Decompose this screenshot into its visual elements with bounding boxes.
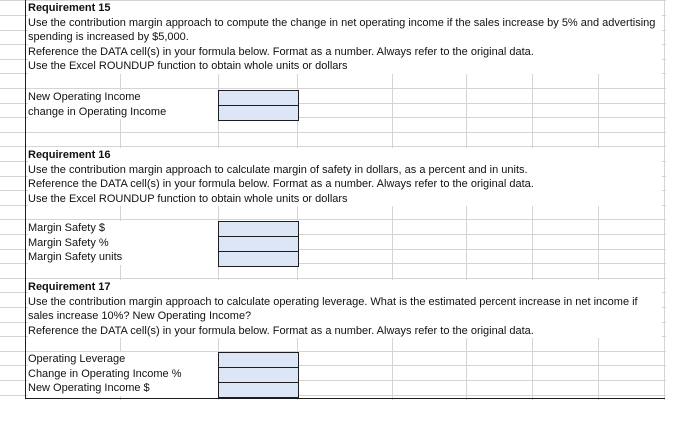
margin-safety-dollars-input[interactable] <box>219 222 298 237</box>
new-operating-income-dollars-input[interactable] <box>219 383 298 397</box>
region-border <box>25 398 665 399</box>
new-operating-income-input[interactable] <box>219 91 298 106</box>
requirement-17-answer-cells <box>218 352 299 398</box>
change-operating-income-percent-input[interactable] <box>219 368 298 383</box>
change-operating-income-percent-label: Change in Operating Income % <box>28 367 182 380</box>
requirement-15-roundup-note: Use the Excel ROUNDUP function to obtain whole units or dollars <box>28 60 348 73</box>
requirement-15-labels <box>28 90 218 119</box>
margin-safety-units-label: Margin Safety units <box>28 251 123 264</box>
margin-safety-units-input[interactable] <box>219 252 298 266</box>
requirement-16-instruction: Use the contribution margin approach to calculate margin of safety in dollars, as a percent and in units. <box>28 163 528 176</box>
region-border <box>25 0 26 399</box>
new-operating-income-label: New Operating Income <box>28 91 141 103</box>
requirement-17-instruction: Use the contribution margin approach to calculate operating leverage. What is the estimated percent increase in net income if sales increase 10%? New Operating Income? <box>28 295 638 323</box>
requirement-16-labels <box>28 221 218 265</box>
requirement-17-block <box>28 280 662 338</box>
margin-safety-percent-label: Margin Safety % <box>28 236 109 249</box>
new-operating-income-dollars-label: New Operating Income $ <box>28 382 150 395</box>
requirement-16-title: Requirement 16 <box>28 149 111 161</box>
requirement-15-title: Requirement 15 <box>28 2 111 14</box>
operating-leverage-input[interactable] <box>219 353 298 368</box>
requirement-16-roundup-note: Use the Excel ROUNDUP function to obtain whole units or dollars <box>28 192 348 205</box>
requirement-17-reference-note: Reference the DATA cell(s) in your formula below. Format as a number. Always refer to the original data. <box>28 324 534 337</box>
gridline <box>664 0 665 400</box>
requirement-15-instruction: Use the contribution margin approach to compute the change in net operating income if the sales increase by 5% and advertising spending is increased by $5,000. <box>28 16 656 44</box>
operating-leverage-label: Operating Leverage <box>28 353 126 365</box>
margin-safety-dollars-label: Margin Safety $ <box>28 222 106 234</box>
requirement-15-answer-cells <box>218 90 299 121</box>
change-operating-income-label: change in Operating Income <box>28 105 167 118</box>
change-operating-income-input[interactable] <box>219 106 298 120</box>
margin-safety-percent-input[interactable] <box>219 237 298 252</box>
requirement-17-labels <box>28 352 218 396</box>
requirement-16-answer-cells <box>218 221 299 267</box>
requirement-16-block <box>28 148 662 206</box>
requirement-15-block <box>28 1 662 74</box>
requirement-17-title: Requirement 17 <box>28 281 111 293</box>
requirement-15-reference-note: Reference the DATA cell(s) in your formula below. Format as a number. Always refer to the original data. <box>28 45 534 58</box>
requirement-16-reference-note: Reference the DATA cell(s) in your formula below. Format as a number. Always refer to the original data. <box>28 178 534 191</box>
